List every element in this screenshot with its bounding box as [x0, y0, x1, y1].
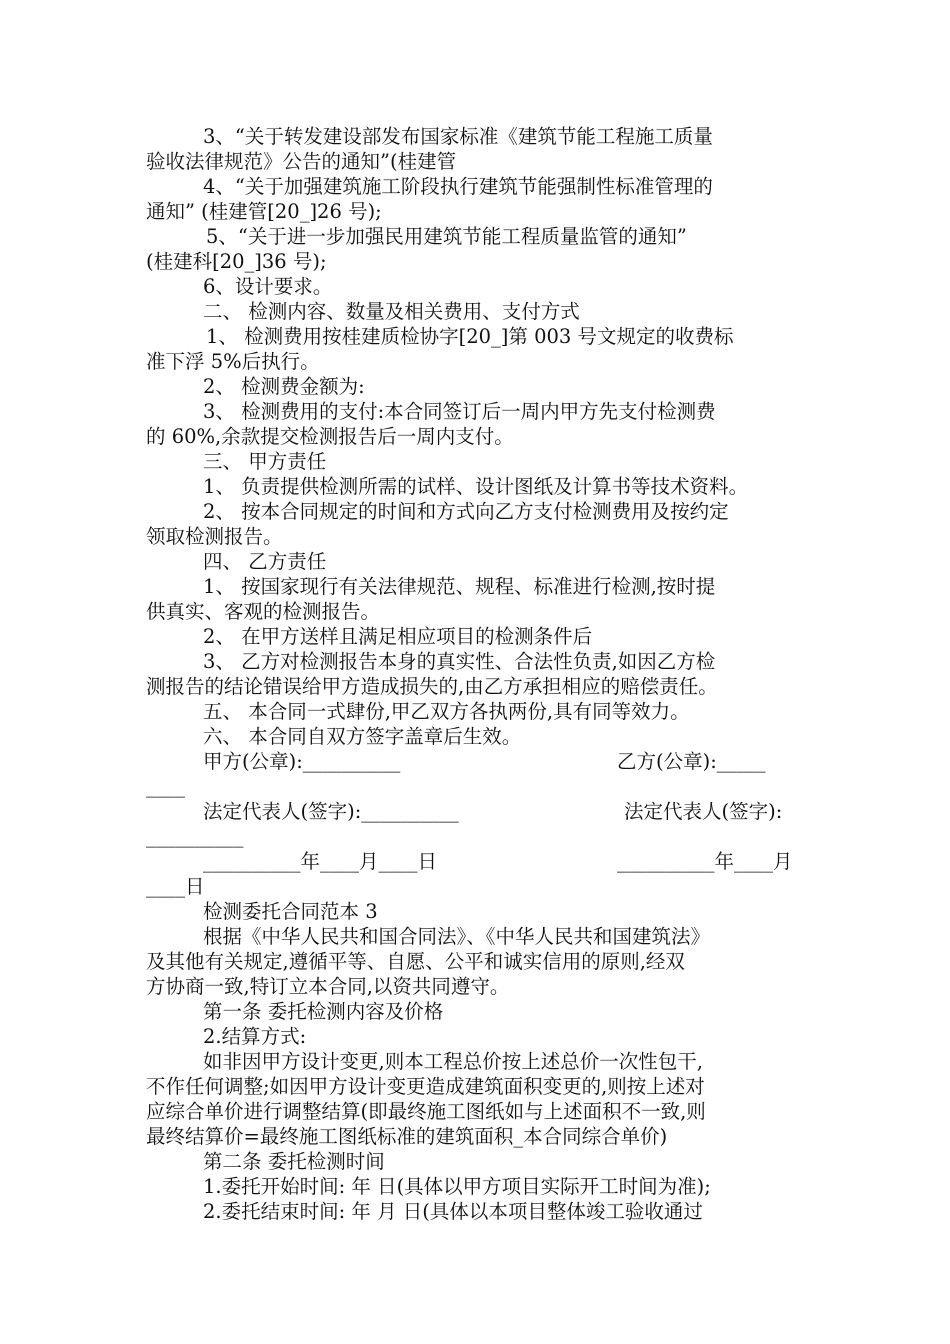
text-line: 通知” (桂建管[20_]26 号);	[146, 200, 382, 223]
section-heading: 四、 乙方责任	[203, 550, 327, 573]
text-line: 3、“关于转发建设部发布国家标准《建筑节能工程施工质量	[203, 125, 713, 148]
section-heading: 六、 本合同自双方签字盖章后生效。	[203, 725, 522, 748]
document-title: 检测委托合同范本 3	[203, 900, 378, 923]
text-line: (桂建科[20_]36 号);	[146, 250, 327, 273]
article-heading: 第二条 委托检测时间	[203, 1150, 385, 1173]
section-heading: 五、 本合同一式肆份,甲乙双方各执两份,具有同等效力。	[203, 700, 690, 723]
text-line: 3、 乙方对检测报告本身的真实性、合法性负责,如因乙方检	[203, 650, 716, 673]
text-line: 1.委托开始时间: 年 日(具体以甲方项目实际开工时间为准);	[203, 1175, 711, 1198]
party-b-seal: 乙方(公章):_____	[617, 750, 766, 773]
party-b-date: __________年____月	[617, 850, 793, 873]
text-line: 测报告的结论错误给甲方造成损失的,由乙方承担相应的赔偿责任。	[146, 675, 718, 698]
text-line: 根据《中华人民共和国合同法》、《中华人民共和国建筑法》	[203, 925, 711, 948]
text-line: 供真实、客观的检测报告。	[146, 600, 381, 623]
party-a-seal: 甲方(公章):__________	[203, 750, 401, 773]
text-line: 2、 检测费金额为:	[203, 375, 365, 398]
text-line: 如非因甲方设计变更,则本工程总价按上述总价一次性包干,	[203, 1050, 703, 1073]
text-line: 准下浮 5%后执行。	[146, 350, 320, 373]
date-blank: ____日	[146, 875, 205, 898]
text-line: 领取检测报告。	[146, 525, 283, 548]
text-line: 1、 检测费用按桂建质检协字[20_]第 003 号文规定的收费标	[206, 325, 734, 348]
text-line: 及其他有关规定,遵循平等、自愿、公平和诚实信用的原则,经双	[146, 950, 685, 973]
text-line: 最终结算价=最终施工图纸标准的建筑面积_本合同综合单价)	[146, 1125, 668, 1148]
signature-blank: ____	[146, 775, 185, 798]
text-line: 2、 按本合同规定的时间和方式向乙方支付检测费用及按约定	[203, 500, 729, 523]
text-line: 3、 检测费用的支付:本合同签订后一周内甲方先支付检测费	[203, 400, 716, 423]
article-heading: 第一条 委托检测内容及价格	[203, 1000, 444, 1023]
text-line: 应综合单价进行调整结算(即最终施工图纸如与上述面积不一致,则	[146, 1100, 706, 1123]
text-line: 方协商一致,特订立本合同,以资共同遵守。	[146, 975, 510, 998]
party-a-representative: 法定代表人(签字):__________	[203, 800, 459, 823]
text-line: 1、 按国家现行有关法律规范、规程、标准进行检测,按时提	[203, 575, 716, 598]
section-heading: 二、 检测内容、数量及相关费用、支付方式	[203, 300, 580, 323]
text-line: 1、 负责提供检测所需的试样、设计图纸及计算书等技术资料。	[203, 475, 749, 498]
text-line: 4、“关于加强建筑施工阶段执行建筑节能强制性标准管理的	[203, 175, 713, 198]
text-line: 验收法律规范》公告的通知”(桂建管	[146, 150, 457, 173]
signature-blank: __________	[146, 825, 244, 848]
section-heading: 三、 甲方责任	[203, 450, 327, 473]
text-line: 的 60%,余款提交检测报告后一周内支付。	[146, 425, 514, 448]
text-line: 不作任何调整;如因甲方设计变更造成建筑面积变更的,则按上述对	[146, 1075, 705, 1098]
party-a-date: __________年____月____日	[203, 850, 438, 873]
text-line: 2、 在甲方送样且满足相应项目的检测条件后	[203, 625, 593, 648]
party-b-representative: 法定代表人(签字):	[624, 800, 783, 823]
text-line: 2.委托结束时间: 年 月 日(具体以本项目整体竣工验收通过	[203, 1200, 703, 1223]
text-line: 2.结算方式:	[203, 1025, 307, 1048]
text-line: 5、“关于进一步加强民用建筑节能工程质量监管的通知”	[206, 225, 687, 248]
text-line: 6、设计要求。	[203, 275, 333, 298]
